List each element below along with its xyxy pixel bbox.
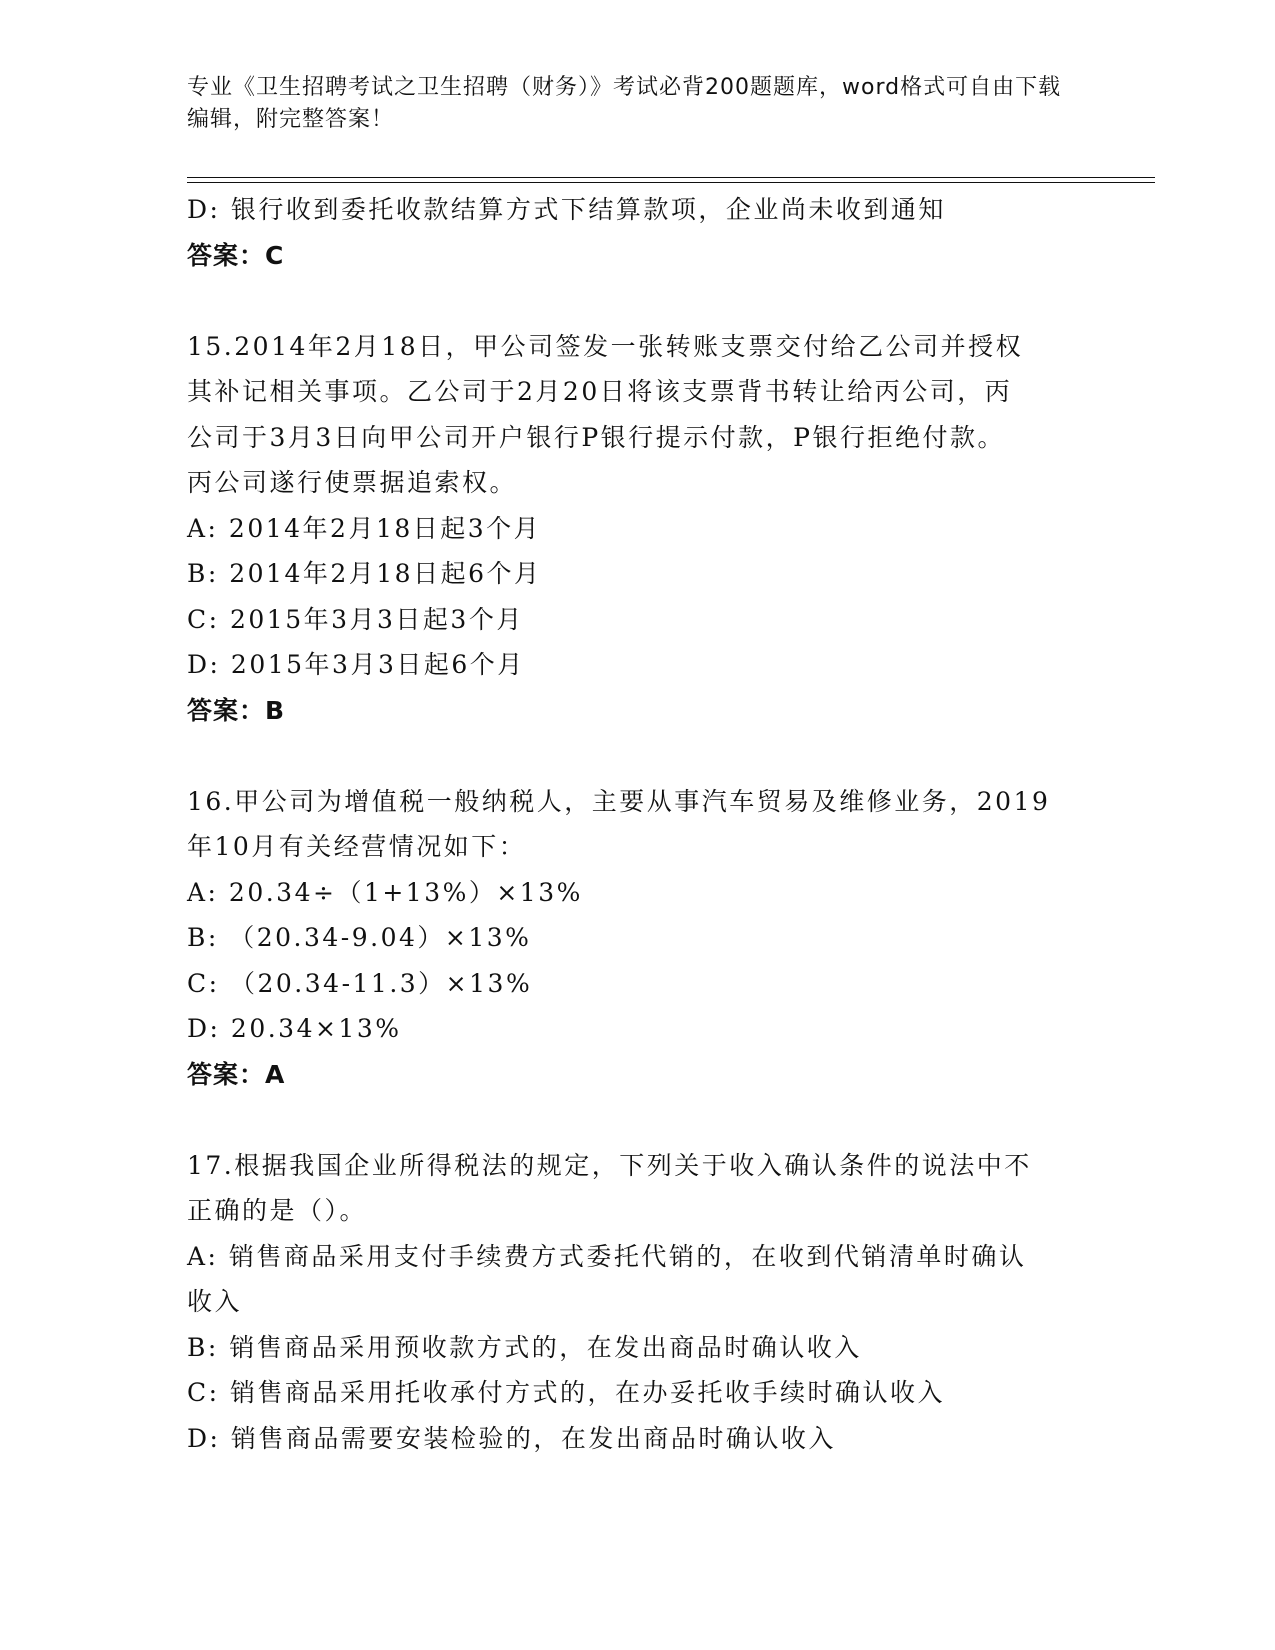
document-header: 专业《卫生招聘考试之卫生招聘（财务）》考试必背200题题库，word格式可自由下载编辑，附完整答案！ <box>187 75 1062 132</box>
q15-stem-line: 公司于3月3日向甲公司开户银行P银行提示付款，P银行拒绝付款。 <box>187 422 1005 452</box>
q16-stem-line: 年10月有关经营情况如下： <box>187 832 527 861</box>
q15-answer: 答案：B <box>187 695 286 725</box>
spacer <box>187 1097 1087 1143</box>
q16-answer: 答案：A <box>187 1059 286 1089</box>
prev-answer: 答案：C <box>187 240 285 270</box>
document-body <box>187 187 1087 1461</box>
q15-stem-line: 丙公司遂行使票据追索权。 <box>187 468 518 497</box>
spacer <box>187 733 1087 779</box>
q15-option-a: A: 2014年2月18日起3个月 <box>187 513 542 543</box>
q16-option-a: A: 20.34÷（1+13%）×13% <box>187 877 583 907</box>
spacer <box>187 278 1087 324</box>
q15-option-b: B: 2014年2月18日起6个月 <box>187 559 542 588</box>
q16-option-c: C: （20.34-11.3）×13% <box>187 968 533 998</box>
q16-option-b: B: （20.34-9.04）×13% <box>187 923 532 952</box>
q15-option-d: D: 2015年3月3日起6个月 <box>187 650 525 679</box>
header-rule-bottom <box>187 182 1155 183</box>
q17-option-a-continued: 收入 <box>187 1287 243 1316</box>
q16-stem-line: 16.甲公司为增值税一般纳税人，主要从事汽车贸易及维修业务，2019 <box>187 786 1051 816</box>
q17-stem-line: 正确的是（）。 <box>187 1196 368 1225</box>
q17-stem-line: 17.根据我国企业所得税法的规定，下列关于收入确认条件的说法中不 <box>187 1150 1032 1180</box>
q15-stem-line: 15.2014年2月18日，甲公司签发一张转账支票交付给乙公司并授权 <box>187 331 1024 361</box>
header-rule-top <box>187 177 1155 178</box>
q17-option-d: D: 销售商品需要安装检验的，在发出商品时确认收入 <box>187 1423 836 1453</box>
prev-option-d: D: 银行收到委托收款结算方式下结算款项，企业尚未收到通知 <box>187 195 946 224</box>
q15-option-c: C: 2015年3月3日起3个月 <box>187 604 524 634</box>
q16-option-d: D: 20.34×13% <box>187 1014 402 1043</box>
q17-option-b: B: 销售商品采用预收款方式的，在发出商品时确认收入 <box>187 1332 862 1362</box>
q15-stem-line: 其补记相关事项。乙公司于2月20日将该支票背书转让给丙公司，丙 <box>187 377 1013 406</box>
q17-option-a: A: 销售商品采用支付手续费方式委托代销的，在收到代销清单时确认 <box>187 1241 1027 1271</box>
q17-option-c: C: 销售商品采用托收承付方式的，在办妥托收手续时确认收入 <box>187 1378 946 1407</box>
